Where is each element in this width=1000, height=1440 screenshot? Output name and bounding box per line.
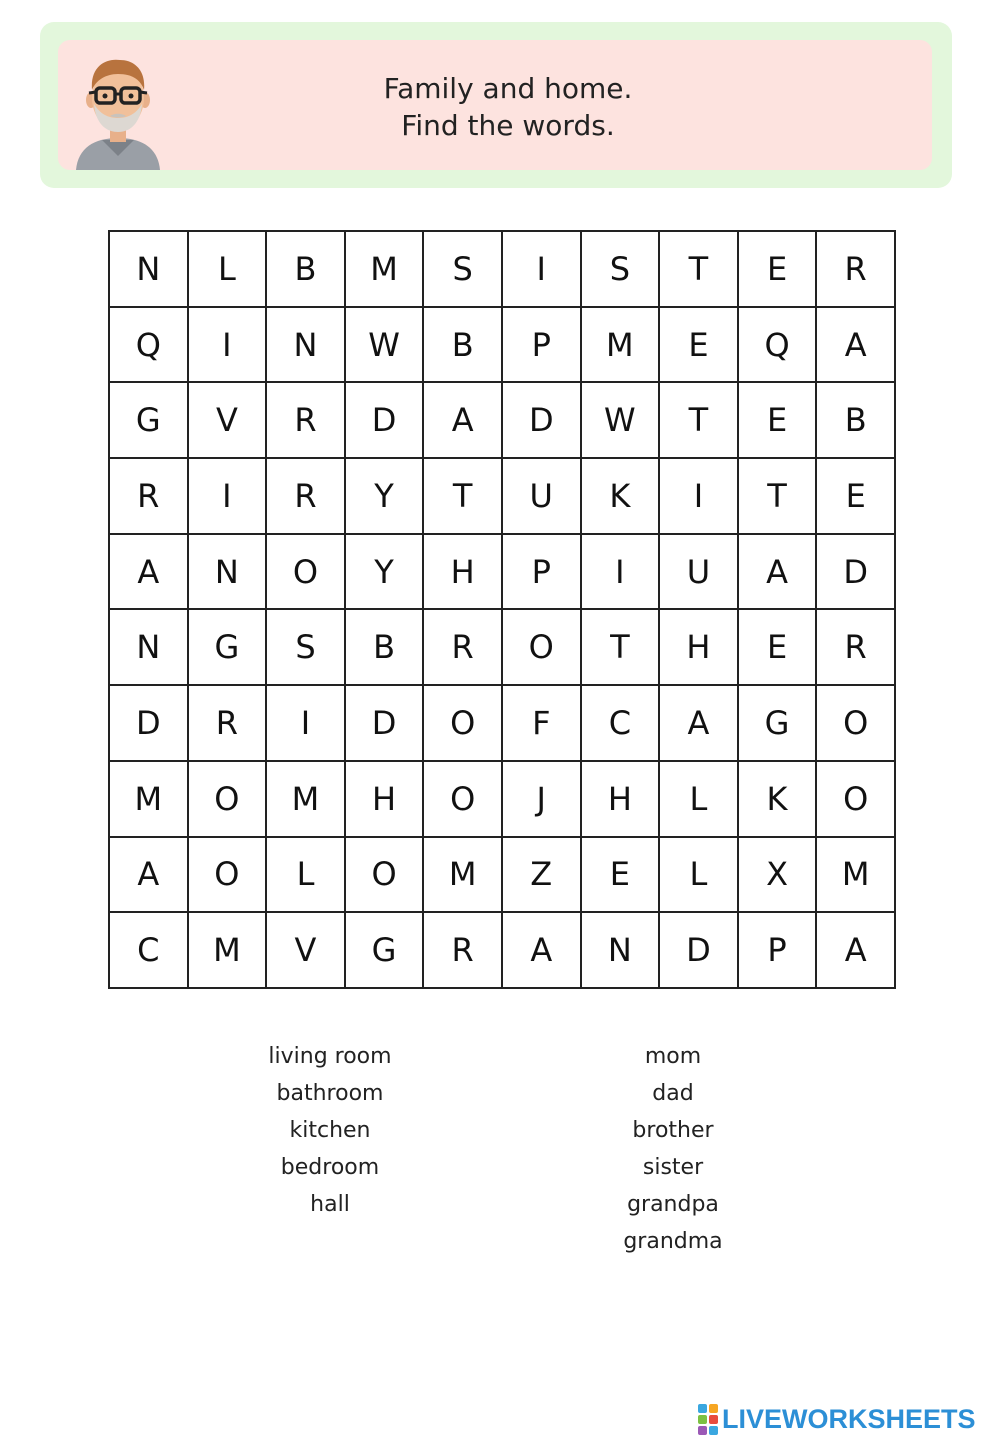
word-list-item: brother bbox=[632, 1118, 714, 1143]
man-with-glasses-avatar-icon bbox=[72, 52, 164, 170]
grid-row bbox=[109, 609, 895, 685]
word-list-item: grandma bbox=[623, 1229, 723, 1254]
grid-cell[interactable]: B bbox=[816, 382, 895, 458]
grid-cell[interactable]: I bbox=[502, 231, 581, 307]
grid-cell[interactable]: W bbox=[581, 382, 660, 458]
grid-cell[interactable]: U bbox=[502, 458, 581, 534]
grid-cell[interactable]: C bbox=[581, 685, 660, 761]
grid-cell[interactable]: H bbox=[581, 761, 660, 837]
grid-cell[interactable]: O bbox=[423, 685, 502, 761]
grid-cell[interactable]: O bbox=[188, 837, 267, 913]
grid-cell[interactable]: Q bbox=[738, 307, 817, 383]
grid-cell[interactable]: D bbox=[345, 685, 424, 761]
word-list-item: bedroom bbox=[280, 1155, 380, 1180]
grid-cell[interactable]: R bbox=[423, 912, 502, 988]
grid-row bbox=[109, 231, 895, 307]
grid-cell[interactable]: D bbox=[109, 685, 188, 761]
grid-cell[interactable]: H bbox=[345, 761, 424, 837]
page-title bbox=[358, 70, 658, 144]
grid-cell[interactable]: F bbox=[502, 685, 581, 761]
grid-cell[interactable]: O bbox=[345, 837, 424, 913]
grid-cell[interactable]: L bbox=[659, 761, 738, 837]
word-list-family bbox=[553, 1038, 793, 1260]
grid-cell[interactable]: E bbox=[816, 458, 895, 534]
grid-cell[interactable]: P bbox=[502, 534, 581, 610]
grid-cell[interactable]: G bbox=[188, 609, 267, 685]
grid-cell[interactable]: O bbox=[423, 761, 502, 837]
grid-cell[interactable]: M bbox=[816, 837, 895, 913]
grid-cell[interactable]: T bbox=[659, 382, 738, 458]
grid-row bbox=[109, 307, 895, 383]
grid-cell[interactable]: U bbox=[659, 534, 738, 610]
grid-row bbox=[109, 912, 895, 988]
grid-cell[interactable]: E bbox=[738, 231, 817, 307]
word-list-item: dad bbox=[652, 1081, 694, 1106]
grid-cell[interactable]: S bbox=[581, 231, 660, 307]
grid-cell[interactable]: N bbox=[266, 307, 345, 383]
grid-cell[interactable]: S bbox=[423, 231, 502, 307]
word-list-item: sister bbox=[642, 1155, 704, 1180]
grid-cell[interactable]: M bbox=[109, 761, 188, 837]
word-search-grid bbox=[108, 230, 896, 989]
grid-cell[interactable]: L bbox=[266, 837, 345, 913]
grid-cell[interactable]: Q bbox=[109, 307, 188, 383]
grid-cell[interactable]: M bbox=[581, 307, 660, 383]
grid-cell[interactable]: N bbox=[188, 534, 267, 610]
grid-cell[interactable]: A bbox=[816, 912, 895, 988]
grid-cell[interactable]: O bbox=[816, 761, 895, 837]
grid-cell[interactable]: O bbox=[188, 761, 267, 837]
grid-cell[interactable]: E bbox=[581, 837, 660, 913]
grid-cell[interactable]: T bbox=[659, 231, 738, 307]
grid-row bbox=[109, 534, 895, 610]
grid-cell[interactable]: T bbox=[581, 609, 660, 685]
grid-cell[interactable]: S bbox=[266, 609, 345, 685]
word-list-item: living room bbox=[268, 1044, 392, 1069]
grid-row bbox=[109, 761, 895, 837]
word-list-item: hall bbox=[310, 1192, 350, 1217]
word-list-item: mom bbox=[644, 1044, 702, 1069]
grid-cell[interactable]: V bbox=[266, 912, 345, 988]
grid-cell[interactable]: W bbox=[345, 307, 424, 383]
grid-cell[interactable]: O bbox=[266, 534, 345, 610]
grid-cell[interactable]: L bbox=[188, 231, 267, 307]
grid-cell[interactable]: D bbox=[659, 912, 738, 988]
title-line-2: Find the words. bbox=[401, 109, 615, 142]
grid-cell[interactable]: N bbox=[581, 912, 660, 988]
grid-cell[interactable]: M bbox=[423, 837, 502, 913]
grid-cell[interactable]: I bbox=[188, 458, 267, 534]
grid-cell[interactable]: X bbox=[738, 837, 817, 913]
grid-cell[interactable]: I bbox=[581, 534, 660, 610]
header-banner-inner bbox=[58, 40, 932, 170]
grid-cell[interactable]: A bbox=[502, 912, 581, 988]
grid-cell[interactable]: T bbox=[738, 458, 817, 534]
grid-cell[interactable]: I bbox=[266, 685, 345, 761]
grid-cell[interactable]: I bbox=[659, 458, 738, 534]
grid-cell[interactable]: I bbox=[188, 307, 267, 383]
grid-cell[interactable]: G bbox=[109, 382, 188, 458]
grid-cell[interactable]: Y bbox=[345, 534, 424, 610]
liveworksheets-brand bbox=[698, 1404, 976, 1434]
grid-cell[interactable]: O bbox=[816, 685, 895, 761]
grid-cell[interactable]: R bbox=[266, 458, 345, 534]
grid-cell[interactable]: B bbox=[423, 307, 502, 383]
grid-cell[interactable]: G bbox=[345, 912, 424, 988]
grid-cell[interactable]: V bbox=[188, 382, 267, 458]
grid-cell[interactable]: E bbox=[738, 609, 817, 685]
grid-cell[interactable]: M bbox=[345, 231, 424, 307]
grid-cell[interactable]: H bbox=[659, 609, 738, 685]
title-line-1: Family and home. bbox=[383, 72, 633, 105]
grid-cell[interactable]: K bbox=[581, 458, 660, 534]
word-list-item: bathroom bbox=[276, 1081, 384, 1106]
grid-cell[interactable]: K bbox=[738, 761, 817, 837]
grid-cell[interactable]: R bbox=[816, 609, 895, 685]
grid-cell[interactable]: A bbox=[738, 534, 817, 610]
word-list-home bbox=[210, 1038, 450, 1223]
grid-cell[interactable]: N bbox=[109, 609, 188, 685]
grid-cell[interactable]: R bbox=[816, 231, 895, 307]
grid-cell[interactable]: J bbox=[502, 761, 581, 837]
grid-cell[interactable]: L bbox=[659, 837, 738, 913]
grid-cell[interactable]: M bbox=[188, 912, 267, 988]
grid-cell[interactable]: E bbox=[659, 307, 738, 383]
grid-cell[interactable]: A bbox=[659, 685, 738, 761]
word-search-grid-body bbox=[109, 231, 895, 988]
grid-row bbox=[109, 837, 895, 913]
brand-name: LIVEWORKSHEETS bbox=[722, 1403, 976, 1434]
grid-cell[interactable]: R bbox=[423, 609, 502, 685]
grid-cell[interactable]: Z bbox=[502, 837, 581, 913]
grid-cell[interactable]: O bbox=[502, 609, 581, 685]
word-list-item: kitchen bbox=[289, 1118, 371, 1143]
grid-cell[interactable]: E bbox=[738, 382, 817, 458]
grid-cell[interactable]: A bbox=[423, 382, 502, 458]
grid-cell[interactable]: P bbox=[502, 307, 581, 383]
word-list-item: grandpa bbox=[627, 1192, 719, 1217]
grid-cell[interactable]: D bbox=[345, 382, 424, 458]
grid-cell[interactable]: G bbox=[738, 685, 817, 761]
grid-cell[interactable]: P bbox=[738, 912, 817, 988]
grid-cell[interactable]: T bbox=[423, 458, 502, 534]
header-banner bbox=[40, 22, 952, 188]
grid-cell[interactable]: A bbox=[109, 534, 188, 610]
grid-cell[interactable]: R bbox=[109, 458, 188, 534]
grid-cell[interactable]: R bbox=[266, 382, 345, 458]
grid-cell[interactable]: C bbox=[109, 912, 188, 988]
grid-cell[interactable]: H bbox=[423, 534, 502, 610]
grid-row bbox=[109, 382, 895, 458]
liveworksheets-logo-icon bbox=[698, 1404, 718, 1435]
grid-cell[interactable]: A bbox=[109, 837, 188, 913]
grid-cell[interactable]: D bbox=[502, 382, 581, 458]
grid-cell[interactable]: M bbox=[266, 761, 345, 837]
grid-cell[interactable]: D bbox=[816, 534, 895, 610]
grid-cell[interactable]: R bbox=[188, 685, 267, 761]
grid-row bbox=[109, 685, 895, 761]
grid-cell[interactable]: Y bbox=[345, 458, 424, 534]
grid-cell[interactable]: N bbox=[109, 231, 188, 307]
grid-cell[interactable]: B bbox=[345, 609, 424, 685]
grid-row bbox=[109, 458, 895, 534]
grid-cell[interactable]: A bbox=[816, 307, 895, 383]
grid-cell[interactable]: B bbox=[266, 231, 345, 307]
